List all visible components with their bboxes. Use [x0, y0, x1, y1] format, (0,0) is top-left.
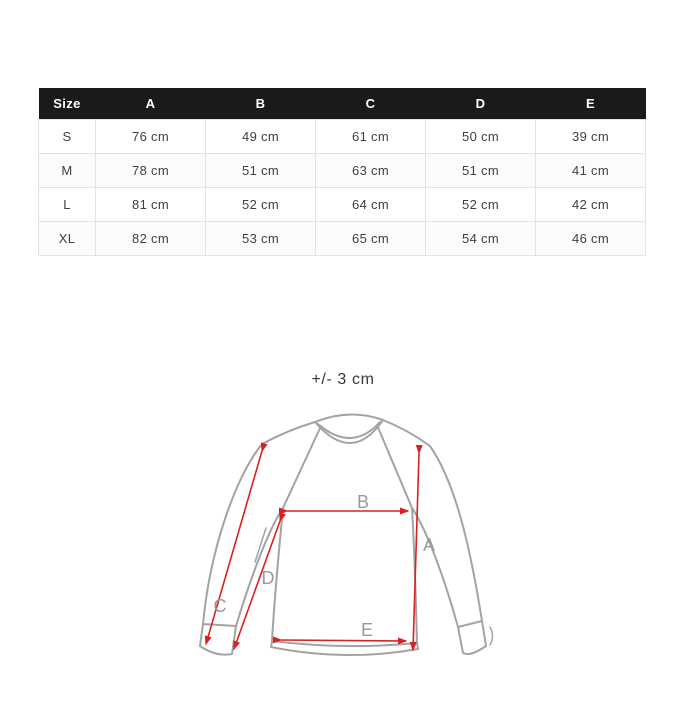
- measurement-cell: 63 cm: [316, 154, 426, 188]
- measurement-cell: 50 cm: [426, 120, 536, 154]
- size-label: XL: [39, 222, 96, 256]
- fold-lines: [255, 528, 493, 645]
- measure-label-c: C: [213, 596, 227, 616]
- measure-label-b: B: [356, 492, 370, 512]
- column-header-e: E: [536, 88, 646, 120]
- measurement-cell: 65 cm: [316, 222, 426, 256]
- measurement-cell: 52 cm: [206, 188, 316, 222]
- body-outline: [271, 508, 418, 655]
- measurement-cell: 42 cm: [536, 188, 646, 222]
- measurement-cell: 51 cm: [426, 154, 536, 188]
- measurement-cell: 81 cm: [96, 188, 206, 222]
- column-header-c: C: [316, 88, 426, 120]
- column-header-b: B: [206, 88, 316, 120]
- table-row-m: [39, 154, 646, 188]
- tolerance-note: +/- 3 cm: [311, 371, 375, 388]
- garment-diagram: [185, 398, 505, 678]
- column-header-d: D: [426, 88, 536, 120]
- measurement-cell: 49 cm: [206, 120, 316, 154]
- measurement-cell: 54 cm: [426, 222, 536, 256]
- measurement-cell: 51 cm: [206, 154, 316, 188]
- table-row-l: [39, 188, 646, 222]
- measure-arrow-e: [281, 640, 406, 641]
- measure-label-e: E: [360, 620, 374, 640]
- measurement-cell: 76 cm: [96, 120, 206, 154]
- size-label: M: [39, 154, 96, 188]
- size-chart-header: [39, 88, 646, 120]
- measurement-cell: 46 cm: [536, 222, 646, 256]
- garment-outline: [200, 414, 493, 655]
- measurement-cell: 53 cm: [206, 222, 316, 256]
- measure-label-a: A: [422, 535, 436, 555]
- table-row-s: [39, 120, 646, 154]
- measurement-cell: 78 cm: [96, 154, 206, 188]
- size-label: S: [39, 120, 96, 154]
- measurement-cell: 39 cm: [536, 120, 646, 154]
- column-header-size: Size: [39, 88, 96, 120]
- measurement-cell: 61 cm: [316, 120, 426, 154]
- table-row-xl: [39, 222, 646, 256]
- column-header-a: A: [96, 88, 206, 120]
- size-label: L: [39, 188, 96, 222]
- measurement-cell: 52 cm: [426, 188, 536, 222]
- measurement-cell: 41 cm: [536, 154, 646, 188]
- measurement-cell: 82 cm: [96, 222, 206, 256]
- measure-label-d: D: [261, 568, 275, 588]
- measurement-labels: [214, 492, 436, 640]
- size-chart-table: [38, 88, 646, 256]
- measurement-cell: 64 cm: [316, 188, 426, 222]
- collar-outline: [315, 414, 383, 443]
